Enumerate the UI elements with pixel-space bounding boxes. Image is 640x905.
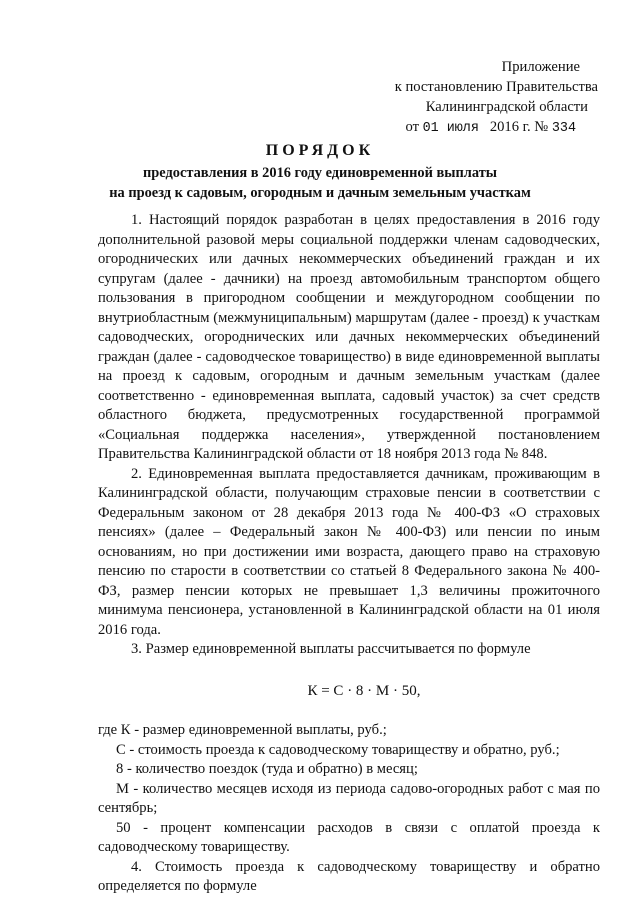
subtitle-line-1: предоставления в 2016 году единовременной выплаты bbox=[143, 165, 497, 181]
appendix-year: 2016 г. № bbox=[489, 119, 549, 135]
appendix-region: Калининградской области bbox=[425, 99, 588, 115]
legend-eight: 8 - количество поездок (туда и обратно) в месяц; bbox=[116, 761, 418, 777]
legend-k: где К - размер единовременной выплаты, руб.; bbox=[98, 722, 387, 738]
document-subtitle bbox=[0, 163, 640, 203]
appendix-date: 01 июля bbox=[422, 121, 479, 136]
appendix-block bbox=[0, 57, 598, 139]
appendix-date-line bbox=[0, 117, 598, 139]
paragraph-4: 4. Стоимость проезда к садоводческому товариществу и обратно определяется по формуле bbox=[98, 858, 600, 894]
legend-fifty: 50 - процент компенсации расходов в связи с оплатой проезда к садоводческому товариществу. bbox=[98, 819, 600, 855]
document-title: ПОРЯДОК bbox=[265, 142, 375, 159]
paragraph-2: 2. Единовременная выплата предоставляется дачникам, проживающим в Калининградской области, получающим страховые пенсии в соответствии с Федеральным законом от 28 декабря 2013 года № 400-ФЗ «О страховых пенсиях» (далее – Федеральный закон № 400-ФЗ) или пенсии по иным основаниям, но при достижении ими возраста, дающего право на страховую пенсию по старости в соответствии со статьей 8 Федерального закона № 400-ФЗ, размер пенсии которых не превышает 1,3 величины прожиточного минимума пенсионера, установленной в Калининградской области на 01 июля 2016 года. bbox=[98, 465, 600, 638]
legend-m: М - количество месяцев исходя из периода садово-огородных работ с мая по сентябрь; bbox=[98, 780, 600, 816]
appendix-resolution: к постановлению Правительства bbox=[394, 79, 598, 95]
document-body bbox=[98, 211, 600, 897]
legend-c: С - стоимость проезда к садоводческому товариществу и обратно, руб.; bbox=[116, 741, 560, 758]
formula: К = С · 8 · М · 50, bbox=[307, 682, 421, 699]
subtitle-line-2: на проезд к садовым, огородным и дачным земельным участкам bbox=[109, 185, 531, 201]
appendix-date-prefix: от bbox=[405, 119, 419, 135]
appendix-number: 334 bbox=[551, 121, 576, 136]
appendix-label: Приложение bbox=[501, 59, 580, 75]
paragraph-1: 1. Настоящий порядок разработан в целях предоставления в 2016 году дополнительной разовой меры социальной поддержки членам садоводческих, огороднических или дачных некоммерческих объединений граждан и их супругам (далее - дачники) на проезд автомобильным транспортом общего пользования в пригородном сообщении и междугородном сообщении по внутриобластным (межмуниципальным) маршрутам (далее - проезд) к участкам садоводческих, огороднических или дачных некоммерческих объединений граждан (далее - садоводческое товарищество) в виде единовременной выплаты на проезд к садовым, огородным и дачным земельным участкам (далее соответственно - единовременная выплата, садовый участок) за счет средств областного бюджета, предусмотренных государственной программой «Социальная поддержка населения», утвержденной постановлением Правительства Калининградской области от 18 ноября 2013 года № 848. bbox=[98, 212, 600, 462]
paragraph-3: 3. Размер единовременной выплаты рассчитывается по формуле bbox=[131, 641, 531, 657]
